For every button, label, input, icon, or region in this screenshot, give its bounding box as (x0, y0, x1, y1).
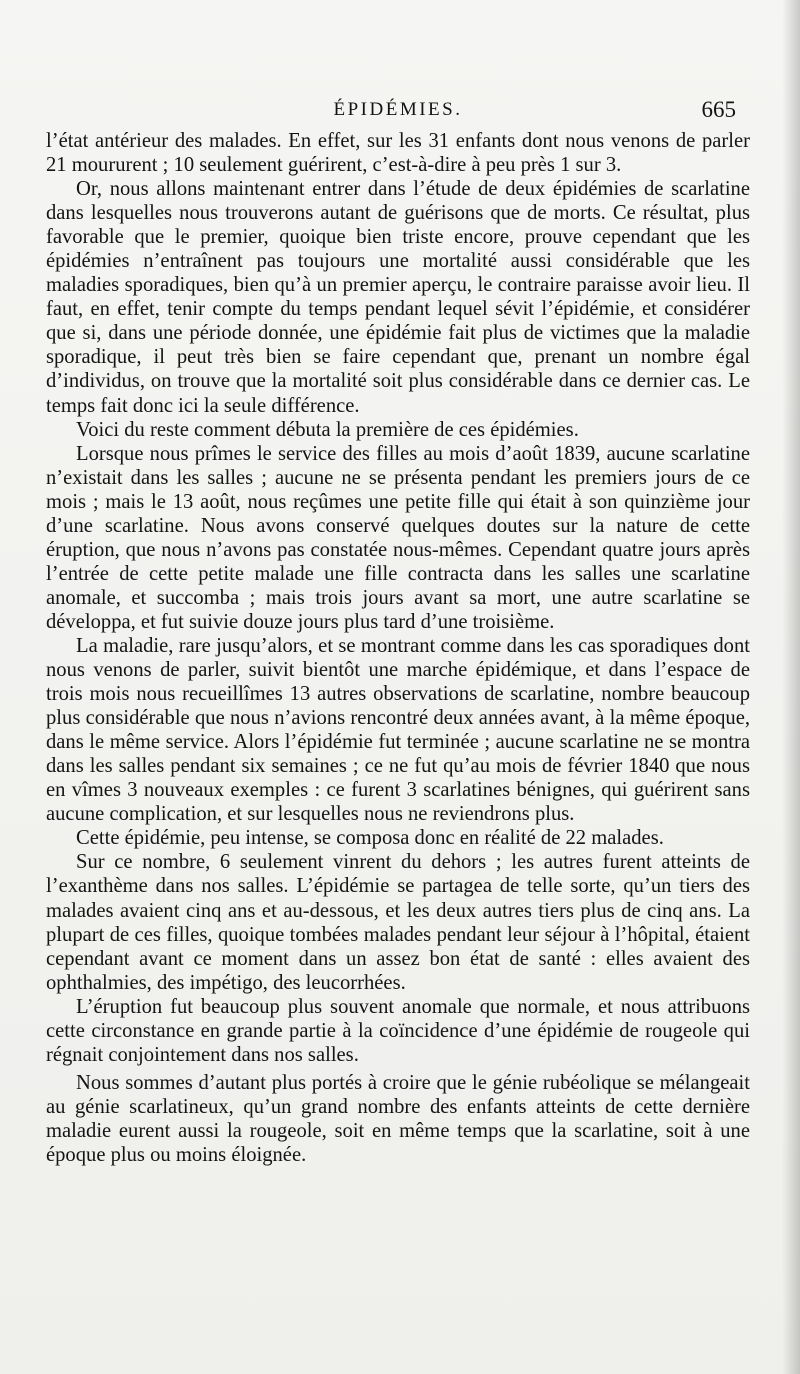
body-text (46, 129, 750, 1167)
paragraph: l’état antérieur des malades. En effet, sur les 31 enfants dont nous venons de parler 21 moururent ; 10 seulement guérirent, c’est-à-dire à peu près 1 sur 3. (46, 130, 750, 177)
page-edge-shadow (782, 0, 800, 1374)
paragraph: Sur ce nombre, 6 seulement vinrent du dehors ; les autres furent atteints de l’exanthème dans nos salles. L’épidémie se partagea de telle sorte, qu’un tiers des malades avaient cinq ans et au-dessous, et les deux autres tiers plus de cinq ans. La plupart de ces filles, quoique tombées malades pendant leur séjour à l’hôpital, étaient cependant avant ce moment dans un assez bon état de santé : elles avaient des ophthalmies, des impétigo, des leucorrhées. (46, 851, 750, 994)
paragraph: Voici du reste comment débuta la première de ces épidémies. (76, 418, 579, 441)
paragraph: Cette épidémie, peu intense, se composa donc en réalité de 22 malades. (76, 827, 664, 850)
page-number: 665 (701, 97, 736, 122)
paragraph: L’éruption fut beaucoup plus souvent anomale que normale, et nous attribuons cette circonstance en grande partie à la coïncidence d’une épidémie de rougeole qui régnait conjointement dans nos salles. (46, 995, 750, 1066)
paragraph: Nous sommes d’autant plus portés à croire que le génie rubéolique se mélangeait au génie scarlatineux, qu’un grand nombre des enfants atteints de cette dernière maladie eurent aussi la rougeole, soit en même temps que la scarlatine, soit à une époque plus ou moins éloignée. (46, 1071, 750, 1166)
running-head (46, 97, 750, 131)
paragraph: La maladie, rare jusqu’alors, et se montrant comme dans les cas sporadiques dont nous venons de parler, suivit bientôt une marche épidémique, et dans l’espace de trois mois nous recueillîmes 13 autres observations de scarlatine, nombre beaucoup plus considérable que nous n’avions rencontré deux années avant, à la même époque, dans le même service. Alors l’épidémie fut terminée ; aucune scarlatine ne se montra dans les salles pendant six semaines ; ce ne fut qu’au mois de février 1840 que nous en vîmes 3 nouveaux exemples : ce furent 3 scarlatines bénignes, qui guérirent sans aucune complication, et sur lesquelles nous ne reviendrons plus. (46, 634, 750, 826)
running-title: ÉPIDÉMIES. (333, 99, 463, 120)
paragraph: Or, nous allons maintenant entrer dans l’étude de deux épidémies de scarlatine dans lesquelles nous trouverons autant de guérisons que de morts. Ce résultat, plus favorable que le premier, quoique bien triste encore, prouve cependant que les épidémies n’entraînent pas toujours une mortalité aussi considérable que les maladies sporadiques, bien qu’à un premier aperçu, le contraire paraisse avoir lieu. Il faut, en effet, tenir compte du temps pendant lequel sévit l’épidémie, et considérer que si, dans une période donnée, une épidémie fait plus de victimes que la maladie sporadique, il peut très bien se faire cependant que, prenant un nombre égal d’individus, on trouve que la mortalité soit plus considérable dans ce dernier cas. Le temps fait donc ici la seule différence. (46, 178, 750, 417)
paragraph: Lorsque nous prîmes le service des filles au mois d’août 1839, aucune scarlatine n’existait dans les salles ; aucune ne se présenta pendant les premiers jours de ce mois ; mais le 13 août, nous reçûmes une petite fille qui était à son quinzième jour d’une scarlatine. Nous avons conservé quelques doutes sur la nature de cette éruption, que nous n’avons pas constatée nous-mêmes. Cependant quatre jours après l’entrée de cette petite malade une fille contracta dans les salles une scarlatine anomale, et succomba ; mais trois jours avant sa mort, une autre scarlatine se développa, et fut suivie douze jours plus tard d’une troisième. (46, 442, 750, 633)
